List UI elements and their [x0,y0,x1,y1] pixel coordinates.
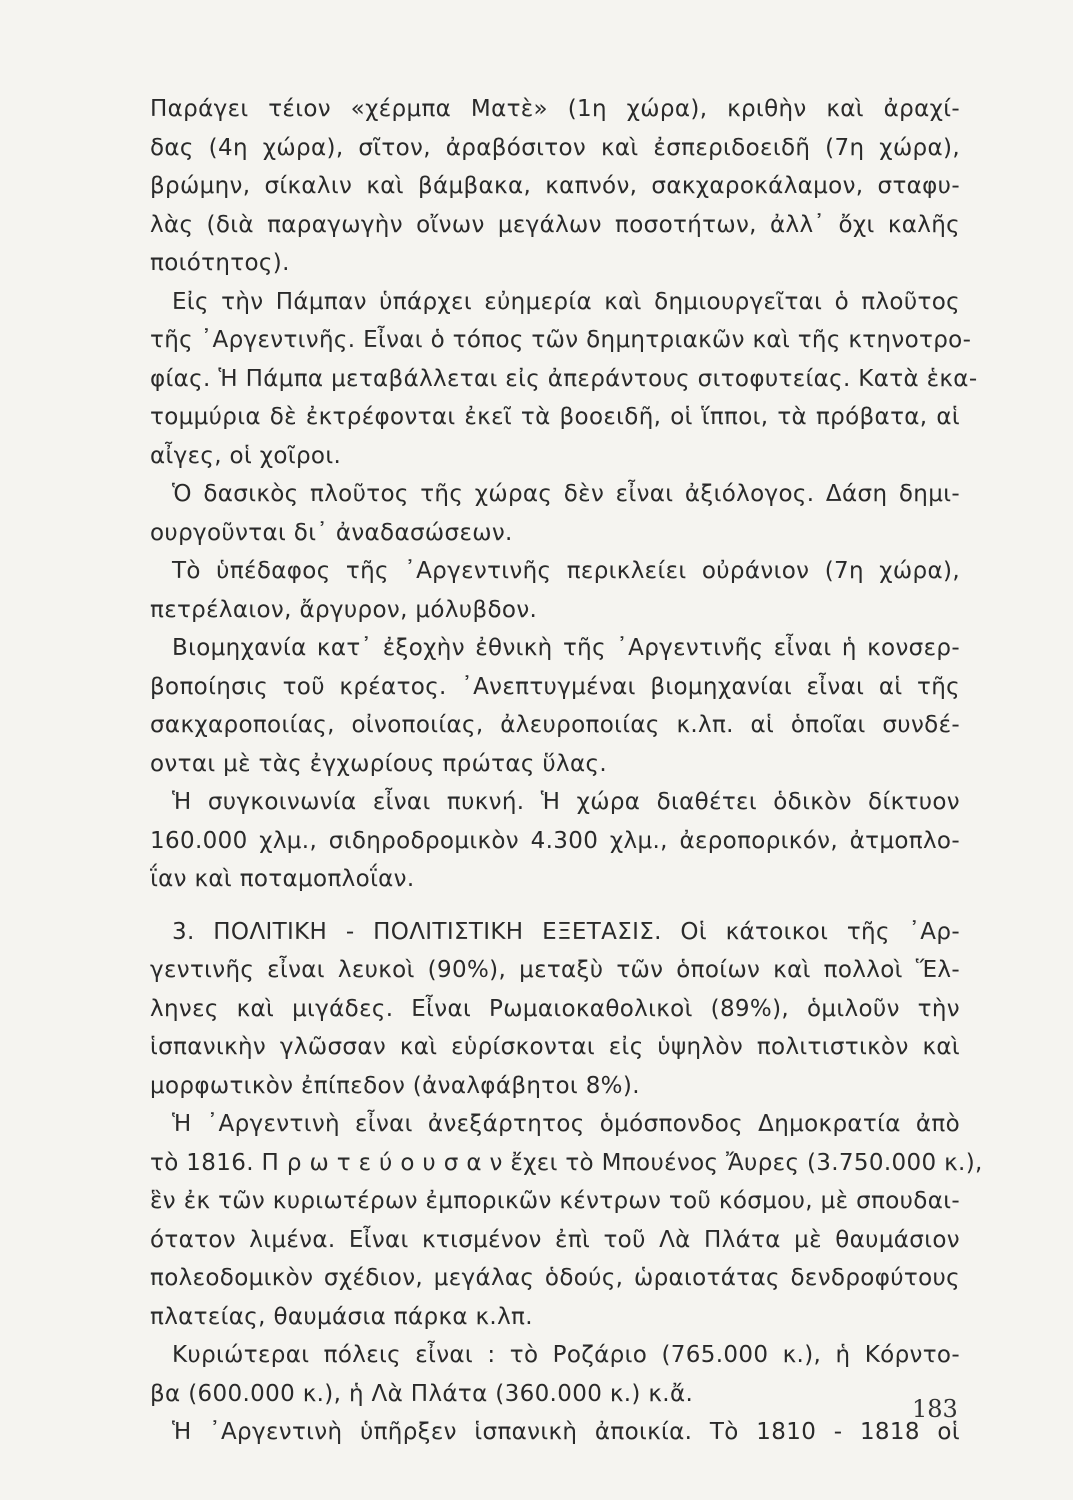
body-text [150,90,983,1452]
text-line: αἶγες, οἱ χοῖροι. [150,442,342,469]
text-line: Εἰς τὴν Πάμπαν ὑπάρχει εὐημερία καὶ δημιουργεῖται ὁ πλοῦτος [172,288,960,315]
text-line: τῆς ᾿Αργεντινῆς. Εἶναι ὁ τόπος τῶν δημητριακῶν καὶ τῆς κτηνοτρο- [150,327,972,353]
text-line: Ἡ ᾿Αργεντινὴ εἶναι ἀνεξάρτητος ὁμόσπονδος Δημοκρατία ἀπὸ [172,1111,960,1137]
text-line: δας (4η χώρα), σῖτον, ἀραβόσιτον καὶ ἐσπεριδοειδῆ (7η χώρα), [150,134,960,161]
text-line: πετρέλαιον, ἄργυρον, μόλυβδον. [150,596,538,623]
text-line: 160.000 χλμ., σιδηροδρομικὸν 4.300 χλμ., ἀεροπορικόν, ἀτμοπλο- [150,827,960,854]
text-line: λὰς (διὰ παραγωγὴν οἴνων μεγάλων ποσοτήτων, ἀλλ᾽ ὄχι καλῆς [150,211,960,238]
text-line: ποιότητος). [150,250,290,276]
text-line: ληνες καὶ μιγάδες. Εἶναι Ρωμαιοκαθολικοὶ (89%), ὁμιλοῦν τὴν [150,995,960,1022]
page-number: 183 [912,1395,958,1423]
text-line: μορφωτικὸν ἐπίπεδον (ἀναλφάβητοι 8%). [150,1072,640,1099]
text-line: βοποίησις τοῦ κρέατος. ᾿Ανεπτυγμέναι βιομηχανίαι εἶναι αἱ τῆς [150,673,960,700]
text-line: τομμύρια δὲ ἐκτρέφονται ἐκεῖ τὰ βοοειδῆ, οἱ ἵπποι, τὰ πρόβατα, αἱ [150,404,960,430]
text-line: ΐαν καὶ ποταμοπλοΐαν. [150,866,415,892]
text-line: Ἡ ᾿Αργεντινὴ ὑπῆρξεν ἱσπανικὴ ἀποικία. Τὸ 1810 - 1818 οἱ [172,1419,960,1445]
text-line: Παράγει τέιον «χέρμπα Ματὲ» (1η χώρα), κριθὴν καὶ ἀραχί- [150,96,960,122]
text-line: Τὸ ὑπέδαφος τῆς ᾿Αργεντινῆς περικλείει οὐράνιον (7η χώρα), [172,558,960,584]
section-heading-line: 3. ΠΟΛΙΤΙΚΗ - ΠΟΛΙΤΙΣΤΙΚΗ ΕΞΕΤΑΣΙΣ. Οἱ κάτοικοι τῆς ᾿Αρ- [172,918,960,945]
text-line: ότατον λιμένα. Εἶναι κτισμένον ἐπὶ τοῦ Λὰ Πλάτα μὲ θαυμάσιον [150,1226,960,1253]
text-line: σακχαροποιίας, οἰνοποιίας, ἀλευροποιίας κ.λπ. αἱ ὁποῖαι συνδέ- [150,712,960,738]
text-line: ἱσπανικὴν γλῶσσαν καὶ εὑρίσκονται εἰς ὑψηλὸν πολιτιστικὸν καὶ [150,1034,960,1060]
text-line: βα (600.000 κ.), ἡ Λὰ Πλάτα (360.000 κ.) κ.ἄ. [150,1380,694,1407]
text-line: Βιομηχανία κατ᾽ ἐξοχὴν ἐθνικὴ τῆς ᾿Αργεντινῆς εἶναι ἡ κονσερ- [172,635,960,661]
text-line: ουργοῦνται δι᾽ ἀναδασώσεων. [150,519,513,546]
text-line: γεντινῆς εἶναι λευκοὶ (90%), μεταξὺ τῶν ὁποίων καὶ πολλοὶ Ἕλ- [150,957,960,983]
text-line: Κυριώτεραι πόλεις εἶναι : τὸ Ροζάριο (765.000 κ.), ἡ Κόρντο- [172,1342,960,1368]
text-line: βρώμην, σίκαλιν καὶ βάμβακα, καπνόν, σακχαροκάλαμον, σταφυ- [150,173,960,199]
text-line: Ὁ δασικὸς πλοῦτος τῆς χώρας δὲν εἶναι ἀξιόλογος. Δάση δημι- [172,481,960,507]
text-line: ονται μὲ τὰς ἐγχωρίους πρώτας ὕλας. [150,750,608,777]
text-line: τὸ 1816. Π ρ ω τ ε ύ ο υ σ α ν ἔχει τὸ Μπουένος Ἄυρες (3.750.000 κ.), [150,1149,983,1176]
text-line: Ἡ συγκοινωνία εἶναι πυκνή. Ἡ χώρα διαθέτει ὁδικὸν δίκτυον [172,789,960,815]
text-line: ἓν ἐκ τῶν κυριωτέρων ἐμπορικῶν κέντρων τοῦ κόσμου, μὲ σπουδαι- [150,1188,960,1214]
text-line: πολεοδομικὸν σχέδιον, μεγάλας ὁδούς, ὡραιοτάτας δενδροφύτους [150,1265,960,1291]
text-line: φίας. Ἡ Πάμπα μεταβάλλεται εἰς ἀπεράντους σιτοφυτείας. Κατὰ ἑκα- [150,365,978,392]
text-line: πλατείας, θαυμάσια πάρκα κ.λπ. [150,1303,533,1330]
section-gap [150,899,960,913]
